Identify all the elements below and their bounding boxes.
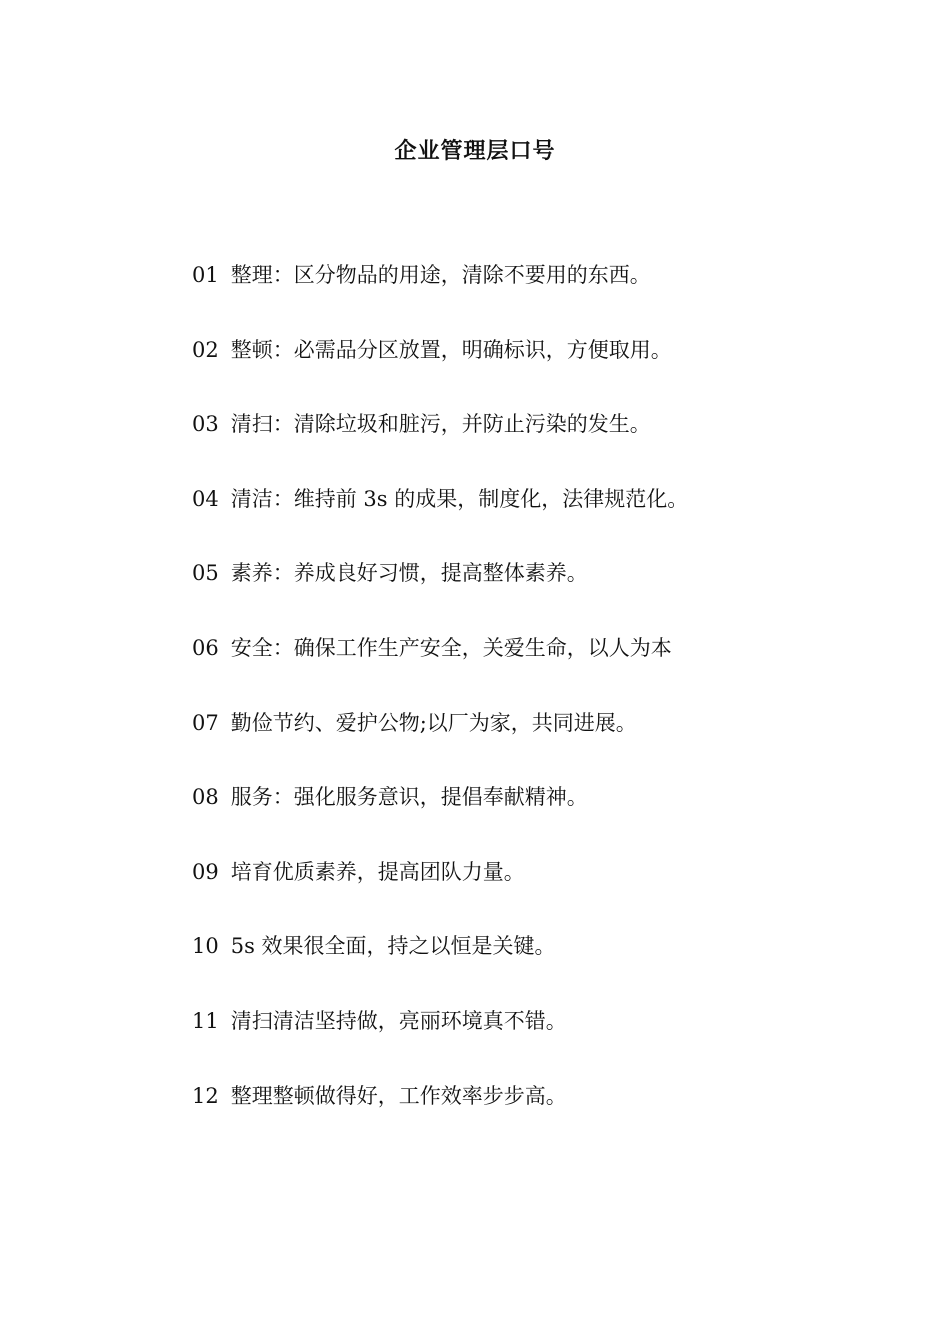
slogan-text: 清洁：维持前 3s 的成果，制度化，法律规范化。 <box>230 486 689 511</box>
slogan-text: 清扫：清除垃圾和脏污，并防止污染的发生。 <box>230 412 651 437</box>
slogan-number: 04 <box>192 486 219 511</box>
slogan-item <box>192 258 832 333</box>
slogan-list <box>192 258 832 1153</box>
slogan-text: 安全：确保工作生产安全，关爱生命，以人为本 <box>230 635 672 660</box>
slogan-text: 清扫清洁坚持做，亮丽环境真不错。 <box>230 1008 567 1033</box>
slogan-number: 09 <box>192 859 219 884</box>
document-title: 企业管理层口号 <box>394 138 556 164</box>
slogan-number: 12 <box>192 1083 219 1108</box>
slogan-text: 服务：强化服务意识，提倡奉献精神。 <box>230 785 588 810</box>
slogan-number: 10 <box>192 934 219 959</box>
slogan-number: 01 <box>192 263 219 287</box>
slogan-item <box>192 333 832 408</box>
slogan-text: 整理整顿做得好，工作效率步步高。 <box>230 1083 567 1108</box>
slogan-item <box>192 407 832 482</box>
slogan-item <box>192 929 832 1004</box>
slogan-item <box>192 780 832 855</box>
slogan-item <box>192 1079 832 1154</box>
slogan-item <box>192 1004 832 1079</box>
slogan-item <box>192 556 832 631</box>
slogan-text: 勤俭节约、爱护公物;以厂为家，共同进展。 <box>230 710 637 735</box>
slogan-text: 整理：区分物品的用途，清除不要用的东西。 <box>230 263 651 287</box>
slogan-number: 05 <box>192 561 219 586</box>
slogan-text: 培育优质素养，提高团队力量。 <box>230 859 525 884</box>
slogan-number: 02 <box>192 337 219 362</box>
slogan-number: 06 <box>192 635 219 660</box>
slogan-text: 5s 效果很全面，持之以恒是关键。 <box>230 934 556 959</box>
slogan-number: 07 <box>192 710 219 735</box>
slogan-item <box>192 631 832 706</box>
slogan-text: 素养：养成良好习惯，提高整体素养。 <box>230 561 588 586</box>
slogan-text: 整顿：必需品分区放置，明确标识，方便取用。 <box>230 337 672 362</box>
slogan-number: 08 <box>192 785 219 810</box>
slogan-item <box>192 706 832 781</box>
slogan-number: 11 <box>192 1008 219 1033</box>
slogan-item <box>192 855 832 930</box>
slogan-number: 03 <box>192 412 219 437</box>
slogan-item <box>192 482 832 557</box>
